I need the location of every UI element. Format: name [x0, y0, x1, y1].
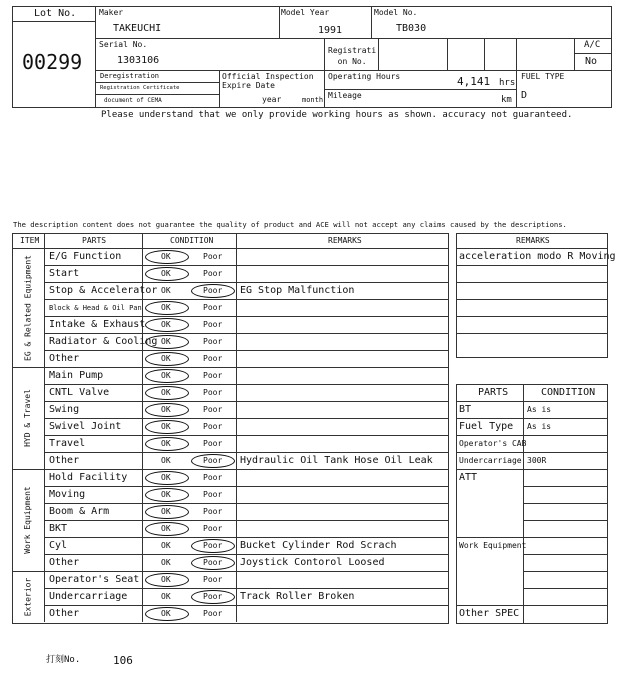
- poor-option: Poor: [203, 371, 223, 380]
- part-name: Undercarriage: [49, 591, 128, 602]
- ok-option: OK: [161, 354, 171, 363]
- ok-option: OK: [161, 456, 171, 465]
- serial-no-value: 1303106: [117, 55, 160, 66]
- ok-option: OK: [161, 405, 171, 414]
- ok-circle-mark: [145, 335, 189, 349]
- header-remarks: REMARKS: [328, 236, 362, 245]
- poor-option: Poor: [203, 354, 223, 363]
- ok-option: OK: [161, 473, 171, 482]
- part-name: CNTL Valve: [49, 387, 110, 398]
- registration-label: Registrati on No.: [328, 46, 377, 66]
- ok-option: OK: [161, 541, 171, 550]
- ac-label: A/C: [584, 40, 601, 50]
- km-label: km: [501, 95, 512, 105]
- hrs-label: hrs: [499, 78, 516, 88]
- ok-circle-mark: [145, 267, 189, 281]
- poor-option: Poor: [203, 337, 223, 346]
- ok-circle-mark: [145, 573, 189, 587]
- right-part-condition: 300R: [527, 456, 547, 465]
- right-part-name: Undercarriage: [459, 456, 522, 465]
- poor-option: Poor: [203, 439, 223, 448]
- poor-option: Poor: [203, 388, 223, 397]
- ok-option: OK: [161, 524, 171, 533]
- model-year-label: Model Year: [281, 8, 330, 17]
- serial-no-label: Serial No.: [99, 40, 148, 49]
- part-name: Other: [49, 608, 80, 619]
- right-part-name: ATT: [459, 472, 478, 483]
- part-name: Travel: [49, 438, 86, 449]
- ok-circle-mark: [145, 403, 189, 417]
- part-name: Other: [49, 353, 80, 364]
- ok-option: OK: [161, 371, 171, 380]
- part-name: Intake & Exhaust: [49, 319, 146, 330]
- poor-option: Poor: [203, 252, 223, 261]
- poor-circle-mark: [191, 556, 235, 570]
- cema-doc-label: document of CEMA: [104, 97, 162, 104]
- part-name: Main Pump: [49, 370, 104, 381]
- group-label: Work Equipment: [23, 486, 32, 554]
- description-note: The description content does not guarantee the quality of product and ACE will not accept any claims caused by the descriptions.: [13, 220, 567, 229]
- ok-option: OK: [161, 269, 171, 278]
- poor-option: Poor: [203, 490, 223, 499]
- poor-option: Poor: [203, 558, 223, 567]
- lot-no-label: Lot No.: [34, 8, 77, 19]
- right-part-name: Operator's CAB: [459, 439, 527, 448]
- ok-circle-mark: [145, 607, 189, 621]
- model-year-value: 1991: [318, 25, 343, 36]
- right-remarks-header: REMARKS: [516, 236, 550, 245]
- work-equipment-label: Work Equipment: [459, 541, 527, 550]
- operating-hours-value: 4,141: [457, 75, 491, 88]
- ok-option: OK: [161, 575, 171, 584]
- part-name: Operator's Seat: [49, 574, 140, 585]
- part-name: Stop & Accelerator: [49, 285, 158, 296]
- ok-option: OK: [161, 439, 171, 448]
- lot-no: 00299: [22, 50, 83, 74]
- group-label: HYD & Travel: [23, 389, 32, 447]
- ok-option: OK: [161, 337, 171, 346]
- poor-option: Poor: [203, 286, 223, 295]
- ok-circle-mark: [145, 301, 189, 315]
- maker-label: Maker: [99, 8, 124, 17]
- model-no-value: TB030: [396, 23, 427, 34]
- ok-circle-mark: [145, 488, 189, 502]
- fuel-type-label: FUEL TYPE: [521, 72, 565, 81]
- poor-option: Poor: [203, 405, 223, 414]
- part-name: Start: [49, 268, 80, 279]
- maker-value: TAKEUCHI: [113, 23, 162, 34]
- remark-text: EG Stop Malfunction: [240, 285, 355, 296]
- poor-option: Poor: [203, 303, 223, 312]
- poor-option: Poor: [203, 541, 223, 550]
- poor-option: Poor: [203, 592, 223, 601]
- poor-option: Poor: [203, 609, 223, 618]
- group-label: EG & Related Equipment: [23, 254, 32, 361]
- right-part-condition: As is: [527, 422, 552, 431]
- remark-text: Joystick Contorol Loosed: [240, 557, 385, 568]
- right-condition-header: CONDITION: [541, 387, 596, 398]
- stamp-no-value: 106: [113, 654, 133, 667]
- right-part-name: BT: [459, 404, 472, 415]
- ok-circle-mark: [145, 505, 189, 519]
- operating-hours-label: Operating Hours: [328, 72, 401, 81]
- part-name: Swivel Joint: [49, 421, 122, 432]
- ok-option: OK: [161, 490, 171, 499]
- ac-value: No: [585, 56, 598, 67]
- poor-option: Poor: [203, 456, 223, 465]
- part-name: Block & Head & Oil Pan: [49, 304, 142, 312]
- right-part-condition: As is: [527, 405, 552, 414]
- model-no-label: Model No.: [374, 8, 418, 17]
- right-part-name: Fuel Type: [459, 421, 514, 432]
- ok-option: OK: [161, 286, 171, 295]
- ok-circle-mark: [145, 522, 189, 536]
- other-spec-label: Other SPEC: [459, 608, 520, 619]
- ok-circle-mark: [145, 471, 189, 485]
- ok-option: OK: [161, 252, 171, 261]
- poor-circle-mark: [191, 284, 235, 298]
- part-name: Boom & Arm: [49, 506, 110, 517]
- part-name: BKT: [49, 523, 68, 534]
- ok-option: OK: [161, 507, 171, 516]
- right-parts-header: PARTS: [478, 387, 509, 398]
- ok-circle-mark: [145, 352, 189, 366]
- ok-circle-mark: [145, 318, 189, 332]
- right-remark-line1: acceleration modo R Moving: [459, 251, 616, 262]
- fuel-type-value: D: [521, 90, 528, 101]
- header-parts: PARTS: [82, 236, 107, 245]
- part-name: Cyl: [49, 540, 68, 551]
- poor-option: Poor: [203, 524, 223, 533]
- group-label: Exterior: [23, 577, 32, 616]
- poor-option: Poor: [203, 422, 223, 431]
- poor-option: Poor: [203, 269, 223, 278]
- ok-circle-mark: [145, 437, 189, 451]
- header-item: ITEM: [20, 236, 40, 245]
- part-name: Swing: [49, 404, 80, 415]
- year-label: year: [262, 95, 282, 104]
- poor-option: Poor: [203, 320, 223, 329]
- part-name: Hold Facility: [49, 472, 128, 483]
- stamp-no-label: 打刻No.: [46, 655, 81, 665]
- ok-option: OK: [161, 303, 171, 312]
- ok-option: OK: [161, 422, 171, 431]
- part-name: Radiator & Cooling: [49, 336, 158, 347]
- deregistration-label: Deregistration: [100, 72, 160, 80]
- poor-circle-mark: [191, 590, 235, 604]
- ok-option: OK: [161, 592, 171, 601]
- poor-circle-mark: [191, 454, 235, 468]
- part-name: E/G Function: [49, 251, 122, 262]
- inspection-label: Official Inspection Expire Date: [222, 72, 314, 90]
- part-name: Other: [49, 455, 80, 466]
- ok-option: OK: [161, 388, 171, 397]
- poor-option: Poor: [203, 473, 223, 482]
- ok-option: OK: [161, 320, 171, 329]
- header-condition: CONDITION: [170, 236, 214, 245]
- poor-option: Poor: [203, 575, 223, 584]
- ok-circle-mark: [145, 250, 189, 264]
- month-label: month: [302, 96, 324, 104]
- ok-option: OK: [161, 558, 171, 567]
- ok-circle-mark: [145, 386, 189, 400]
- reg-cert-label: Registration Certificate: [100, 85, 180, 91]
- remark-text: Hydraulic Oil Tank Hose Oil Leak: [240, 455, 433, 466]
- poor-circle-mark: [191, 539, 235, 553]
- remark-text: Bucket Cylinder Rod Scrach: [240, 540, 397, 551]
- mileage-label: Mileage: [328, 91, 362, 100]
- disclaimer-text: Please understand that we only provide working hours as shown. accuracy not guaranteed.: [101, 110, 573, 120]
- remark-text: Track Roller Broken: [240, 591, 355, 602]
- ok-circle-mark: [145, 420, 189, 434]
- ok-option: OK: [161, 609, 171, 618]
- part-name: Moving: [49, 489, 86, 500]
- ok-circle-mark: [145, 369, 189, 383]
- part-name: Other: [49, 557, 80, 568]
- poor-option: Poor: [203, 507, 223, 516]
